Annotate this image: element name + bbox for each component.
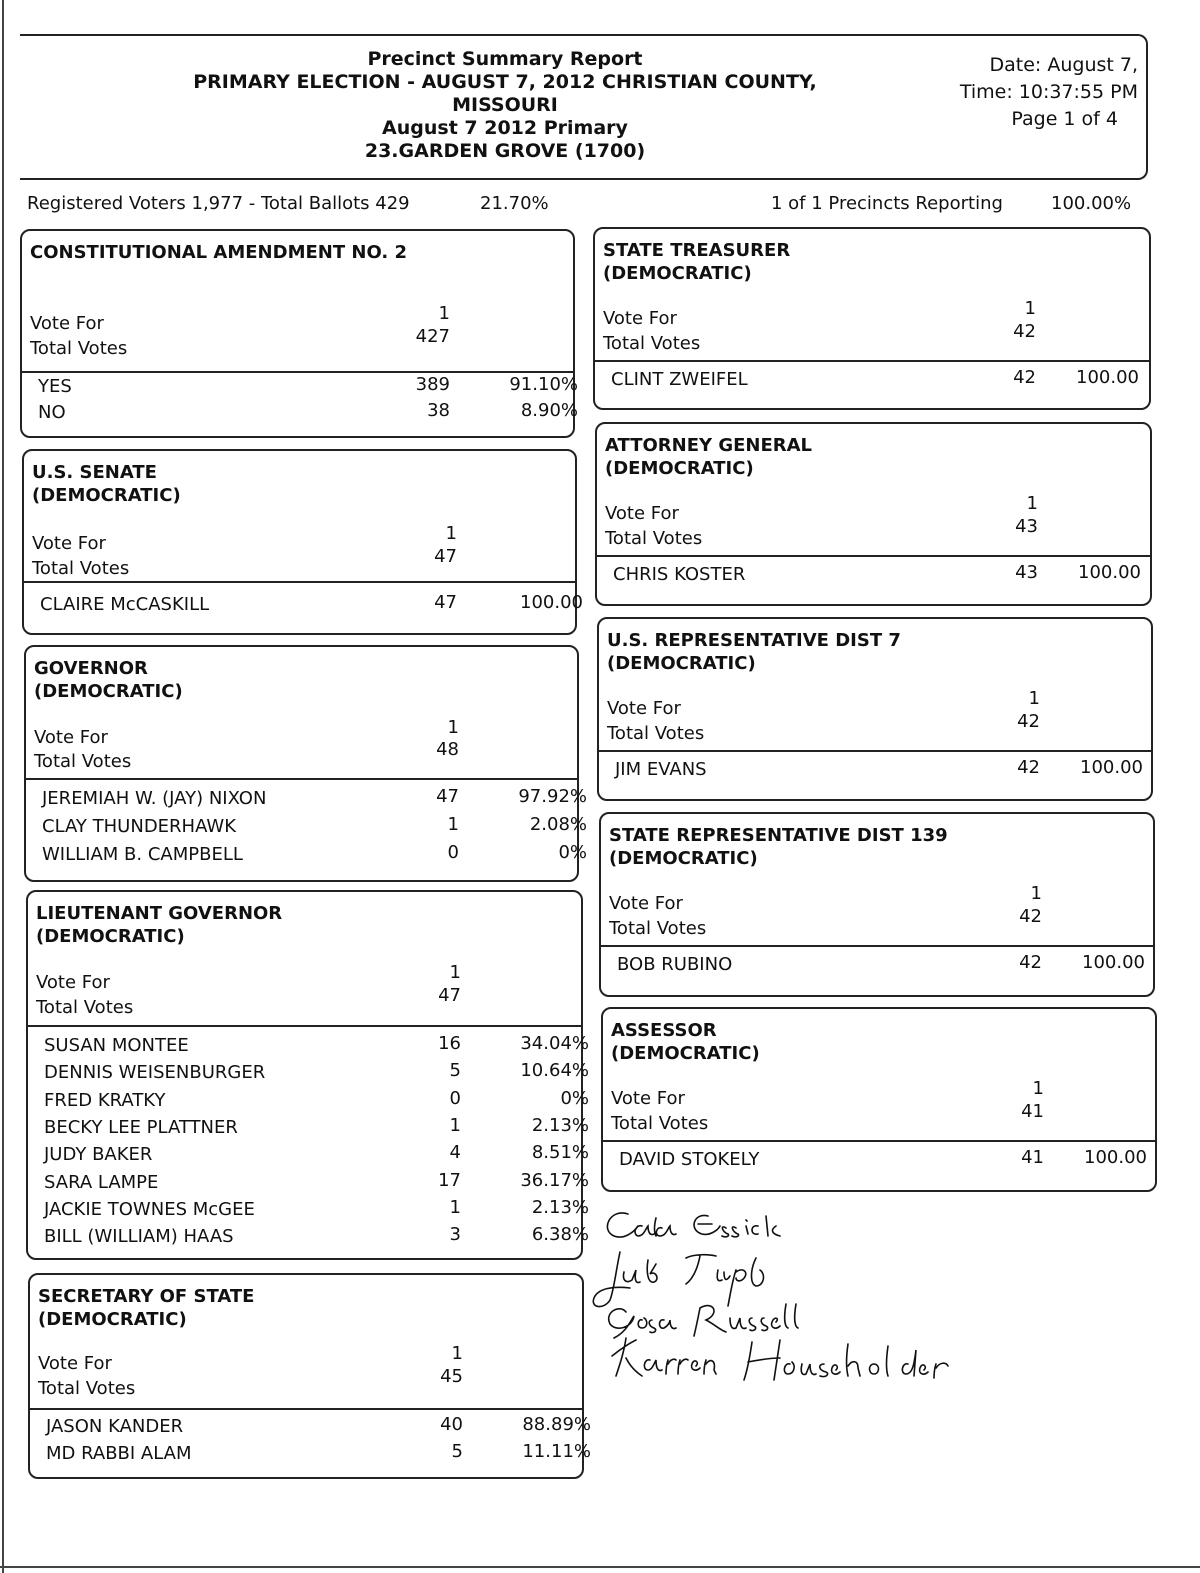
candidate-votes: 40 xyxy=(440,1414,463,1435)
total-votes-label: Total Votes xyxy=(609,918,707,939)
candidate-name: JEREMIAH W. (JAY) NIXON xyxy=(42,788,267,809)
total-votes-label: Total Votes xyxy=(605,528,703,549)
candidate-name: SARA LAMPE xyxy=(44,1171,159,1193)
total-votes-label: Total Votes xyxy=(603,333,701,354)
title-line: MISSOURI xyxy=(452,94,558,116)
candidate-percent: 8.51% xyxy=(531,1142,589,1164)
race-title xyxy=(36,902,282,948)
race-title xyxy=(38,1285,254,1331)
title-line: PRIMARY ELECTION - AUGUST 7, 2012 CHRISTIAN COUNTY, xyxy=(193,71,817,93)
vote-for-label: Vote For xyxy=(605,503,679,524)
candidate-name: YES xyxy=(38,376,72,397)
report-title xyxy=(190,48,820,163)
total-votes-value: 45 xyxy=(440,1366,463,1387)
race-title xyxy=(609,824,948,870)
vote-for-label: Vote For xyxy=(611,1088,685,1109)
candidate-percent: 100.00 xyxy=(1082,952,1145,973)
report-meta xyxy=(960,52,1138,133)
total-votes-value: 48 xyxy=(436,739,459,760)
total-votes-label: Total Votes xyxy=(32,558,130,579)
candidate-percent: 100.00 xyxy=(520,592,583,613)
race-box xyxy=(22,449,583,635)
race-box xyxy=(597,617,1153,801)
reporting-percent: 100.00% xyxy=(1051,193,1132,214)
total-votes-value: 42 xyxy=(1017,711,1040,732)
candidate-name: CLAIRE McCASKILL xyxy=(40,594,210,615)
race-title-line: (DEMOCRATIC) xyxy=(34,681,183,702)
race-box xyxy=(601,1007,1157,1192)
candidate-name: BILL (WILLIAM) HAAS xyxy=(44,1226,234,1248)
candidate-votes: 42 xyxy=(1019,952,1042,973)
race-title xyxy=(603,239,790,285)
candidate-percent: 2.13% xyxy=(531,1196,589,1218)
candidate-votes: 38 xyxy=(427,400,450,421)
candidate-percent: 91.10% xyxy=(509,374,578,395)
candidate-percent: 0% xyxy=(560,1087,589,1109)
results-divider xyxy=(595,360,1149,362)
title-line: 23.GARDEN GROVE (1700) xyxy=(364,140,646,162)
candidate-votes: 42 xyxy=(1017,757,1040,778)
candidate-percent: 11.11% xyxy=(522,1441,591,1462)
candidate-votes: 42 xyxy=(1013,367,1036,388)
vote-for-label: Vote For xyxy=(609,893,683,914)
candidate-percent: 100.00 xyxy=(1076,367,1139,388)
scan-left-edge xyxy=(2,0,4,1573)
race-box xyxy=(26,890,589,1260)
total-votes-value: 47 xyxy=(434,546,457,567)
candidate-name: NO xyxy=(38,402,66,423)
race-title-line: (DEMOCRATIC) xyxy=(38,1309,187,1330)
signatures-image xyxy=(590,1200,1010,1400)
total-votes-value: 42 xyxy=(1019,906,1042,927)
results-divider xyxy=(597,555,1150,557)
race-title-line: (DEMOCRATIC) xyxy=(36,926,185,947)
candidate-name: JACKIE TOWNES McGEE xyxy=(44,1198,255,1220)
race-box xyxy=(28,1273,591,1479)
vote-for-label: Vote For xyxy=(36,972,110,993)
vote-for-value: 1 xyxy=(451,1343,463,1364)
candidate-votes: 1 xyxy=(449,1114,461,1136)
candidate-percent: 0% xyxy=(558,842,587,863)
race-title-line: LIEUTENANT GOVERNOR xyxy=(36,903,283,924)
candidate-name: BOB RUBINO xyxy=(617,954,733,975)
results-divider xyxy=(603,1140,1155,1142)
vote-for-label: Vote For xyxy=(34,727,108,748)
race-box xyxy=(20,229,578,438)
race-box xyxy=(593,227,1151,410)
race-title-line: (DEMOCRATIC) xyxy=(32,485,181,506)
vote-for-value: 1 xyxy=(1030,883,1042,904)
candidate-name: MD RABBI ALAM xyxy=(46,1443,192,1464)
candidate-percent: 100.00 xyxy=(1078,562,1141,583)
vote-for-label: Vote For xyxy=(32,533,106,554)
race-title-line: (DEMOCRATIC) xyxy=(607,653,756,674)
race-box xyxy=(599,812,1155,997)
race-title xyxy=(607,629,901,675)
vote-for-value: 1 xyxy=(1032,1078,1044,1099)
race-title-line: STATE TREASURER xyxy=(603,240,791,261)
total-votes-value: 43 xyxy=(1015,516,1038,537)
candidate-name: JIM EVANS xyxy=(615,759,707,780)
vote-for-value: 1 xyxy=(1028,688,1040,709)
candidate-name: DAVID STOKELY xyxy=(619,1149,760,1170)
candidate-percent: 8.90% xyxy=(520,400,578,421)
total-votes-label: Total Votes xyxy=(36,997,134,1018)
results-divider xyxy=(26,778,577,780)
total-votes-value: 41 xyxy=(1021,1101,1044,1122)
candidate-votes: 41 xyxy=(1021,1147,1044,1168)
race-title xyxy=(32,461,181,507)
total-votes-label: Total Votes xyxy=(607,723,705,744)
race-title-line: (DEMOCRATIC) xyxy=(605,458,754,479)
candidate-votes: 1 xyxy=(447,814,459,835)
candidate-votes: 0 xyxy=(449,1087,461,1109)
candidate-percent: 88.89% xyxy=(522,1414,591,1435)
race-title-line: SECRETARY OF STATE xyxy=(38,1286,255,1307)
race-title-line: U.S. SENATE xyxy=(32,462,157,483)
candidate-votes: 389 xyxy=(415,374,450,395)
race-title-line: (DEMOCRATIC) xyxy=(609,848,758,869)
precincts-reporting: 1 of 1 Precincts Reporting xyxy=(771,193,1003,214)
race-title xyxy=(30,241,407,264)
candidate-name: FRED KRATKY xyxy=(44,1089,166,1111)
race-title-line: (DEMOCRATIC) xyxy=(603,263,752,284)
total-votes-label: Total Votes xyxy=(30,338,128,359)
vote-for-value: 1 xyxy=(449,962,461,983)
race-title xyxy=(605,434,812,480)
results-divider xyxy=(28,1025,581,1027)
total-votes-label: Total Votes xyxy=(34,751,132,772)
candidate-name: WILLIAM B. CAMPBELL xyxy=(42,844,243,865)
candidate-votes: 47 xyxy=(434,592,457,613)
report-time: Time: 10:37:55 PM xyxy=(959,81,1138,103)
candidate-votes: 43 xyxy=(1015,562,1038,583)
candidate-votes: 17 xyxy=(438,1169,461,1191)
report-page: Page 1 of 4 xyxy=(1011,108,1118,130)
candidate-percent: 6.38% xyxy=(531,1224,589,1246)
candidate-name: CHRIS KOSTER xyxy=(613,564,746,585)
candidate-percent: 2.13% xyxy=(531,1114,589,1136)
scan-bottom-edge xyxy=(0,1566,1200,1568)
report-date: Date: August 7, xyxy=(989,54,1138,76)
results-divider xyxy=(601,945,1153,947)
candidate-votes: 3 xyxy=(449,1224,461,1246)
race-title-line: STATE REPRESENTATIVE DIST 139 xyxy=(609,825,948,846)
candidate-votes: 47 xyxy=(436,786,459,807)
candidate-percent: 10.64% xyxy=(520,1060,589,1082)
candidate-percent: 2.08% xyxy=(529,814,587,835)
candidate-name: JASON KANDER xyxy=(46,1416,184,1437)
results-divider xyxy=(599,750,1151,752)
race-title-line: GOVERNOR xyxy=(34,658,148,679)
candidate-votes: 5 xyxy=(449,1060,461,1082)
candidate-percent: 100.00 xyxy=(1084,1147,1147,1168)
title-line: August 7 2012 Primary xyxy=(382,117,628,139)
total-votes-value: 47 xyxy=(438,985,461,1006)
race-title-line: ATTORNEY GENERAL xyxy=(605,435,813,456)
candidate-name: SUSAN MONTEE xyxy=(44,1035,189,1056)
title-line: Precinct Summary Report xyxy=(367,48,643,70)
vote-for-label: Vote For xyxy=(38,1353,112,1374)
race-box xyxy=(595,422,1152,606)
candidate-votes: 4 xyxy=(449,1142,461,1164)
race-title-line: (DEMOCRATIC) xyxy=(611,1043,760,1064)
candidate-percent: 100.00 xyxy=(1080,757,1143,778)
race-title xyxy=(34,657,183,703)
race-title xyxy=(611,1019,760,1065)
results-divider xyxy=(30,1408,582,1410)
vote-for-value: 1 xyxy=(1024,298,1036,319)
vote-for-value: 1 xyxy=(445,523,457,544)
candidate-votes: 0 xyxy=(447,842,459,863)
results-divider xyxy=(22,371,573,373)
report-header xyxy=(20,34,1148,180)
total-votes-label: Total Votes xyxy=(38,1378,136,1399)
candidate-name: DENNIS WEISENBURGER xyxy=(44,1062,266,1084)
vote-for-label: Vote For xyxy=(607,698,681,719)
candidate-votes: 16 xyxy=(438,1033,461,1054)
race-box xyxy=(24,645,587,882)
candidate-percent: 97.92% xyxy=(518,786,587,807)
race-title-line: U.S. REPRESENTATIVE DIST 7 xyxy=(607,630,901,651)
vote-for-label: Vote For xyxy=(30,313,104,334)
turnout-percent: 21.70% xyxy=(480,193,549,214)
candidate-votes: 1 xyxy=(449,1196,461,1218)
candidate-name: BECKY LEE PLATTNER xyxy=(44,1116,238,1138)
vote-for-value: 1 xyxy=(1026,493,1038,514)
total-votes-value: 427 xyxy=(415,326,450,347)
total-votes-value: 42 xyxy=(1013,321,1036,342)
candidate-name: JUDY BAKER xyxy=(44,1144,153,1166)
candidate-votes: 5 xyxy=(451,1441,463,1462)
results-divider xyxy=(24,581,575,583)
vote-for-value: 1 xyxy=(447,717,459,738)
candidate-percent: 36.17% xyxy=(520,1169,589,1191)
total-votes-label: Total Votes xyxy=(611,1113,709,1134)
candidate-percent: 34.04% xyxy=(520,1033,589,1054)
race-title-line: ASSESSOR xyxy=(611,1020,717,1041)
registered-voters: Registered Voters 1,977 - Total Ballots 429 xyxy=(27,193,410,214)
candidate-name: CLAY THUNDERHAWK xyxy=(42,816,237,837)
vote-for-label: Vote For xyxy=(603,308,677,329)
candidate-name: CLINT ZWEIFEL xyxy=(611,369,748,390)
race-title-line: CONSTITUTIONAL AMENDMENT NO. 2 xyxy=(30,242,407,263)
vote-for-value: 1 xyxy=(438,303,450,324)
